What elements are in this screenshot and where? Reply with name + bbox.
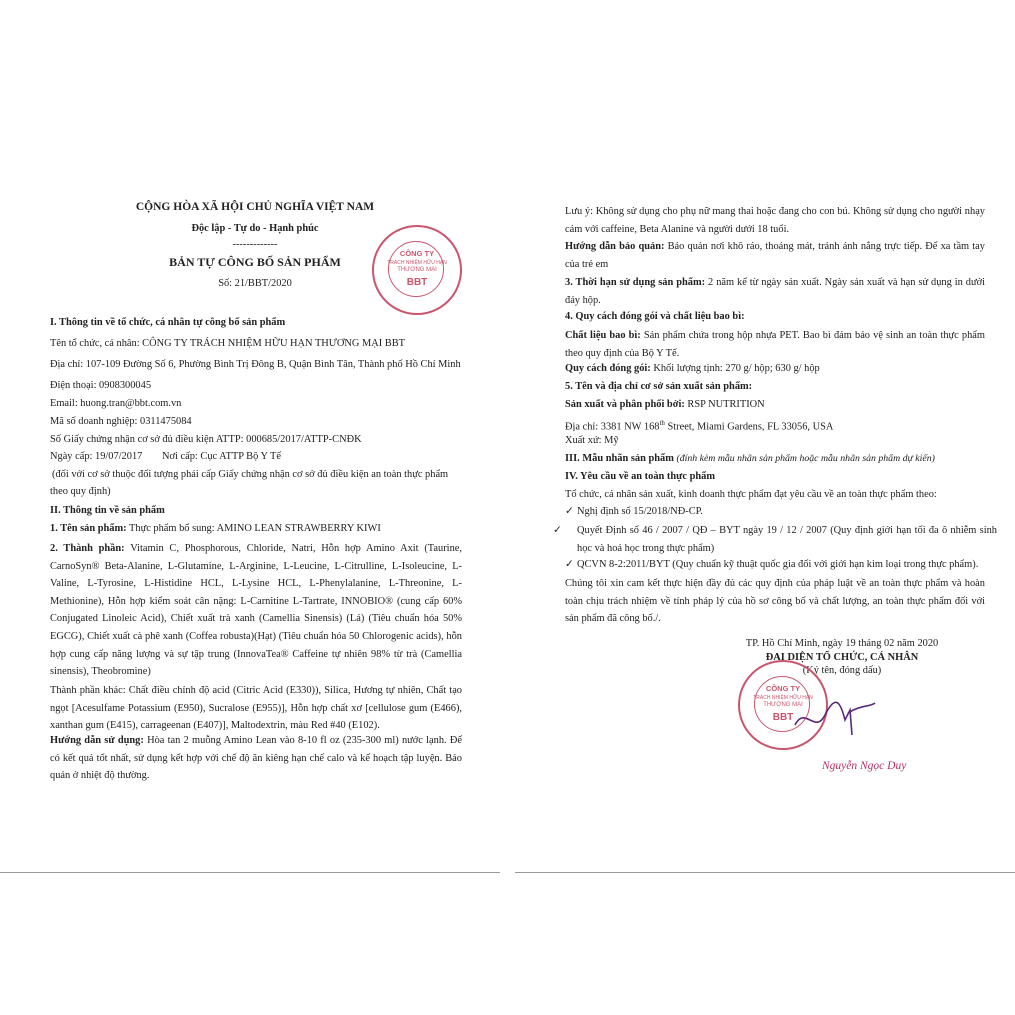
stamp-line-4: BBT <box>406 277 428 288</box>
place-and-date: TP. Hồ Chí Minh, ngày 19 tháng 02 năm 2020 <box>745 638 939 649</box>
product-name-value: Thực phẩm bổ sung: AMINO LEAN STRAWBERRY KIWI <box>129 523 381 534</box>
republic-heading: CỘNG HÒA XÃ HỘI CHỦ NGHĨA VIỆT NAM <box>135 201 375 213</box>
label-section-note: (đính kèm mẫu nhãn sản phẩm hoặc mẫu nhãn sản phẩm dự kiến) <box>676 453 935 464</box>
other-ingredients: Thành phần khác: Chất điều chỉnh độ acid (Citric Acid (E330)), Silica, Hương tự nhiên, Chất tạo ngọt [Acesulfame Potassium (E950), Sucralose (E955)], Hỗn hợp chất xơ [cellulose gum (E466), xanthan gum (E415), carrageenan (E407)], Maltodextrin, màu Red #40 (E102). <box>50 685 462 732</box>
left-page <box>0 0 505 880</box>
org-phone: Điện thoại: 0908300045 <box>50 380 152 391</box>
right-page-edge <box>515 872 1015 873</box>
cert-note-line-2: theo quy định) <box>50 486 111 497</box>
commitment-paragraph: Chúng tôi xin cam kết thực hiện đầy đủ các quy định của pháp luật về an toàn thực phẩm và hoàn toàn chịu trách nhiệm về tính pháp lý của hồ sơ công bố và chất lượng, an toàn thực phẩm đối với sản phẩm đã công bố./. <box>565 578 985 625</box>
packaging-heading: 4. Quy cách đóng gói và chất liệu bao bì: <box>565 311 745 322</box>
ingredients-label: 2. Thành phần: <box>50 543 125 554</box>
left-page-edge <box>0 872 500 873</box>
stamp-line-3: THƯƠNG MẠI <box>397 267 437 273</box>
regulation-1 <box>565 505 703 518</box>
manufacturer-address <box>565 417 833 433</box>
org-address: Địa chỉ: 107-109 Đường Số 6, Phường Bình Trị Đông B, Quận Bình Tân, Thành phố Hồ Chí Minh <box>50 359 461 370</box>
material-value: Sản phẩm chứa trong hộp nhựa PET. Bao bì đảm bảo vệ sinh an toàn thực phẩm theo quy định của Bộ Y Tế. <box>565 330 985 359</box>
manufacturer-address-sup: th <box>659 419 665 427</box>
right-page <box>510 0 1015 880</box>
representative-title: ĐẠI DIỆN TỔ CHỨC, CÁ NHÂN <box>765 652 919 663</box>
material-label: Chất liệu bao bì: <box>565 330 641 341</box>
product-name-label: 1. Tên sản phẩm: <box>50 523 127 534</box>
storage-value: Bảo quản nơi khô ráo, thoáng mát, tránh ánh nắng trực tiếp. Để xa tầm tay của trẻ em <box>565 241 985 270</box>
safety-heading: IV. Yêu cầu về an toàn thực phẩm <box>565 471 715 482</box>
ingredients-value: Vitamin C, Phosphorous, Chloride, Natri, Hỗn hợp Amino Axit (Taurine, CarnoSyn® Beta-Alanine, L-Glutamine, L-Arginine, L-Leucine, L-Citrulline, L-Isoleucine, L-Valine, L-Tyrosine, L-Histidine HCL, L-Lysine HCL, L-Phenylalanine, L-Threonine, L-Methionine), Hỗn hợp kiểm soát cân nặng: L-Carnitine L-Tartrate, INNOBIO® (cung cấp 60% Conjugated Linoleic Acid), Chiết xuất trà xanh (Camellia Sinensis) (Lá) (Tiêu chuẩn hóa 50% EGCG), Chiết xuất cà phê xanh (Coffea robusta)(Hạt) (Tiêu chuẩn hóa 50 Chlorogenic acids), hỗn hợp cung cấp năng lượng và sự tập trung (InnovaTea® Caffeine tự nhiên 98% từ trà (Camellia sinensis), Theobromine) <box>50 543 462 678</box>
usage-label: Hướng dẫn sử dụng: <box>50 735 144 746</box>
manufacturer-address-post: Street, Miami Gardens, FL 33056, USA <box>664 421 834 433</box>
header-divider: ------------- <box>232 239 278 250</box>
regulation-3 <box>565 558 978 571</box>
cert-issue-date: Ngày cấp: 19/07/2017 <box>50 451 143 462</box>
packing-label: Quy cách đóng gói: <box>565 363 651 374</box>
section-1-heading: I. Thông tin về tổ chức, cá nhân tự công bố sản phẩm <box>50 317 286 328</box>
manufacturer-heading: 5. Tên và địa chỉ cơ sở sản xuất sản phẩm: <box>565 381 753 392</box>
shelf-life-label: 3. Thời hạn sử dụng sản phẩm: <box>565 277 706 288</box>
section-2-heading: II. Thông tin về sản phẩm <box>50 505 165 516</box>
org-name: Tên tổ chức, cá nhân: CÔNG TY TRÁCH NHIỆM HỮU HẠN THƯƠNG MẠI BBT <box>50 338 405 349</box>
manufacturer-address-pre: Địa chỉ: 3381 NW 168 <box>565 421 660 433</box>
regulation-2-text: Quyết Định số 46 / 2007 / QĐ – BYT ngày 19 / 12 / 2007 (Quy định giới hạn tối đa ô nhiễm sinh học và hoá học trong thực phẩm) <box>577 525 997 554</box>
ingredients-paragraph <box>50 540 462 681</box>
packing-line <box>565 362 820 375</box>
stamp-line-1: CÔNG TY <box>765 684 801 693</box>
cert-note-line-1: (đối với cơ sở thuộc đối tượng phải cấp Giấy chứng nhận cơ sở đủ điều kiện an toàn thực phẩm <box>52 469 449 480</box>
caution-paragraph: Lưu ý: Không sử dụng cho phụ nữ mang thai hoặc đang cho con bú. Không sử dụng cho người nhạy cảm với caffeine, Beta Alanine và người dưới 18 tuổi. <box>565 206 985 235</box>
stamp-line-4: BBT <box>772 712 794 723</box>
signer-name: Nguyễn Ngọc Duy <box>822 760 907 772</box>
shelf-life-value: 2 năm kể từ ngày sản xuất. Ngày sản xuất và hạn sử dụng in dưới đáy hộp. <box>565 277 985 306</box>
regulation-3-text: QCVN 8-2:2011/BYT (Quy chuẩn kỹ thuật quốc gia đối với giới hạn kim loại trong thực phẩm). <box>577 559 979 570</box>
company-stamp <box>372 225 462 315</box>
document-title: BẢN TỰ CÔNG BỐ SẢN PHẨM <box>169 255 341 269</box>
org-tax-id: Mã số doanh nghiệp: 0311475084 <box>50 416 192 427</box>
manufacturer-label: Sản xuất và phân phối bởi: <box>565 399 685 410</box>
storage-paragraph <box>565 238 985 273</box>
stamp-line-2: TRÁCH NHIỆM HỮU HẠN <box>387 260 447 266</box>
check-icon: ✓ <box>565 506 574 517</box>
safety-intro: Tổ chức, cá nhân sản xuất, kinh doanh thực phẩm đạt yêu cầu về an toàn thực phẩm theo: <box>565 489 937 500</box>
usage-value: Hòa tan 2 muỗng Amino Lean vào 8-10 fl oz (235-300 ml) nước lạnh. Để có kết quả tốt nhất, sử dụng kết hợp với chế độ ăn kiêng hạn chế calo và kế hoạch tập luyện. Bảo quản ở nhiệt độ thường. <box>50 735 462 782</box>
usage-paragraph <box>50 732 462 785</box>
check-icon: ✓ <box>553 525 562 536</box>
cert-issuer: Nơi cấp: Cục ATTP Bộ Y Tế <box>162 451 282 462</box>
org-email: Email: huong.tran@bbt.com.vn <box>50 398 182 409</box>
manufacturer-line <box>565 398 765 411</box>
shelf-life-paragraph <box>565 274 985 309</box>
handwritten-signature <box>790 695 880 740</box>
label-section-heading: III. Mẫu nhãn sản phẩm <box>565 453 674 464</box>
manufacturer-name: RSP NUTRITION <box>687 399 765 410</box>
stamp-line-1: CÔNG TY <box>399 249 435 258</box>
regulation-2 <box>553 522 997 557</box>
storage-label: Hướng dẫn bảo quản: <box>565 241 665 252</box>
product-name-line <box>50 522 381 535</box>
representative-note: (Ký tên, đóng dấu) <box>802 665 882 676</box>
check-icon: ✓ <box>565 559 574 570</box>
origin: Xuất xứ: Mỹ <box>565 435 619 446</box>
document-number: Số: 21/BBT/2020 <box>218 278 292 289</box>
stamp-line-2: TRÁCH NHIỆM HỮU HẠN <box>753 695 813 701</box>
material-paragraph <box>565 327 985 362</box>
label-section-line <box>565 452 935 465</box>
regulation-1-text: Nghị định số 15/2018/NĐ-CP. <box>577 506 703 517</box>
stamp-line-3: THƯƠNG MẠI <box>763 702 803 708</box>
packing-value: Khối lượng tịnh: 270 g/ hộp; 630 g/ hộp <box>653 363 820 374</box>
motto: Độc lập - Tự do - Hạnh phúc <box>191 223 319 234</box>
org-certificate: Số Giấy chứng nhận cơ sở đủ điều kiện ATTP: 000685/2017/ATTP-CNĐK <box>50 434 362 445</box>
